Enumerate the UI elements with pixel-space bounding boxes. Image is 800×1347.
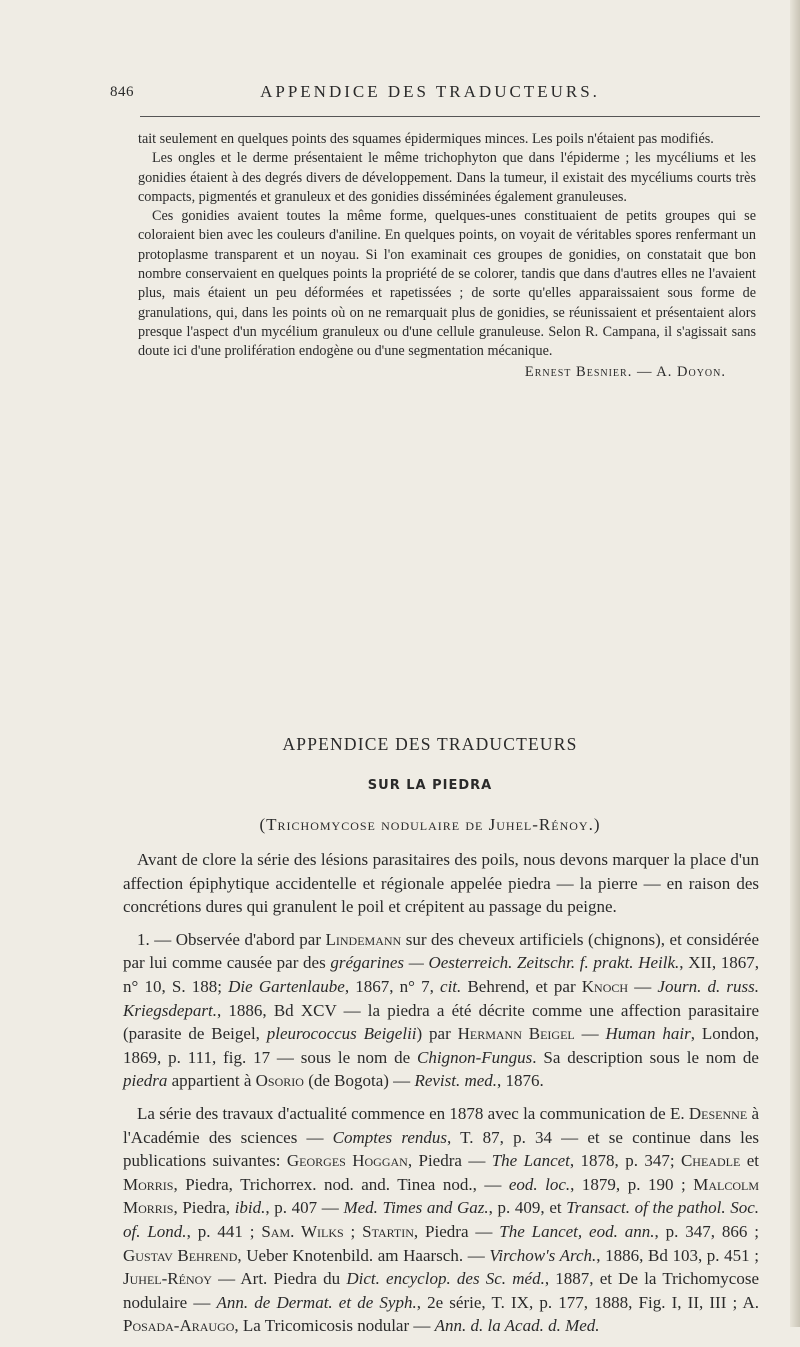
paragraph: Ces gonidies avaient toutes la même forme, quelques-unes constituaient de petits groupes qui se coloraient bien avec les couleurs d'aniline. En quelques points, on voyait de véritables spores renfermant un protoplasme transparent et un noyau. Si l'on examinait ces groupes de gonidies, on constatait que bon nombre conservaient en quelques points la propriété de se colorer, tandis que dans d'autres elles ne l'avaient plus, mais étaient un peu déformées et rapetissées ; de sorte qu'elles apparaissaient sous forme de granulations, qui, dans les points où on ne remarquait plus de gonidies, se réunissaient et présentaient alors presque l'aspect d'un mycélium granuleux ou d'une cellule granuleuse. Selon R. Campana, il s'agissait sans doute ici d'une prolifération endogène ou d'une segmentation mécanique. [138, 208, 756, 360]
paragraph-history: 1. — Observée d'abord par Lindemann sur des cheveux artificiels (chignons), et considérée par lui comme causée par des grégarines — Oesterreich. Zeitschr. f. prakt. Heilk., XII, 1867, n° 10, S. 188; Die Gartenlaube, 1867, n° 7, cit. Behrend, et par Knoch — Journ. d. russ. Kriegsdepart., 1886, Bd XCV — la piedra a été décrite comme une affection parasitaire (parasite de Beigel, pleurococcus Beigelii) par Hermann Beigel — Human hair, London, 1869, p. 111, fig. 17 — sous le nom de Chignon-Fungus. Sa description sous le nom de piedra appartient à Osorio (de Bogota) — Revist. med., 1876. [123, 929, 759, 1091]
intro-paragraph: Avant de clore la série des lésions parasitaires des poils, nous devons marquer la place d'un affection épiphytique accidentelle et régionale appelée piedra — la pierre — en raison des concrétions dures qui granulent le poil et crépitent au passage du peigne. [123, 850, 759, 917]
section-case-report [138, 130, 756, 382]
paragraph: tait seulement en quelques points des squames épidermiques minces. Les poils n'étaient pas modifiés. [138, 131, 714, 147]
paragraph: Les ongles et le derme présentaient le même trichophyton que dans l'épiderme ; les mycéliums et les gonidies étaient à des degrés divers de développement. Dans la tumeur, il existait des mycéliums courts très compacts, pigmentés et granuleux et des gonidies disséminées également granuleuses. [138, 150, 756, 205]
appendix-title: APPENDICE DES TRADUCTEURS [282, 734, 578, 754]
section-piedra [123, 848, 759, 1347]
header-rule [140, 116, 760, 117]
page-header [110, 78, 750, 108]
author-signature: Ernest Besnier. — A. Doyon. [524, 363, 726, 380]
section-parenthetical-title: (Trichomycose nodulaire de Juhel-Rénoy.) [259, 815, 601, 834]
section-subtitle: SUR LA PIEDRA [367, 778, 493, 793]
running-head: APPENDICE DES TRADUCTEURS. [260, 82, 600, 101]
page-edge [790, 0, 800, 1327]
page-number: 846 [110, 84, 134, 100]
paragraph-bibliography: La série des travaux d'actualité commence en 1878 avec la communication de E. Desenne à l'Académie des sciences — Comptes rendus, T. 87, p. 34 — et se continue dans les publications suivantes: Georges Hoggan, Piedra — The Lancet, 1878, p. 347; Cheadle et Morris, Piedra, Trichorrex. nod. and. Tinea nod., — eod. loc., 1879, p. 190 ; Malcolm Morris, Piedra, ibid., p. 407 — Med. Times and Gaz., p. 409, et Transact. of the pathol. Soc. of. Lond., p. 441 ; Sam. Wilks ; Startin, Piedra — The Lancet, eod. ann., p. 347, 866 ; Gustav Behrend, Ueber Knotenbild. am Haarsch. — Virchow's Arch., 1886, Bd 103, p. 451 ; Juhel-Rénoy — Art. Piedra du Dict. encyclop. des Sc. méd., 1887, et De la Trichomycose nodulaire — Ann. de Dermat. et de Syph., 2e série, T. IX, p. 177, 1888, Fig. I, II, III ; A. Posada-Araugo, La Tricomicosis nodular — Ann. d. la Acad. d. Med. [123, 1103, 760, 1336]
